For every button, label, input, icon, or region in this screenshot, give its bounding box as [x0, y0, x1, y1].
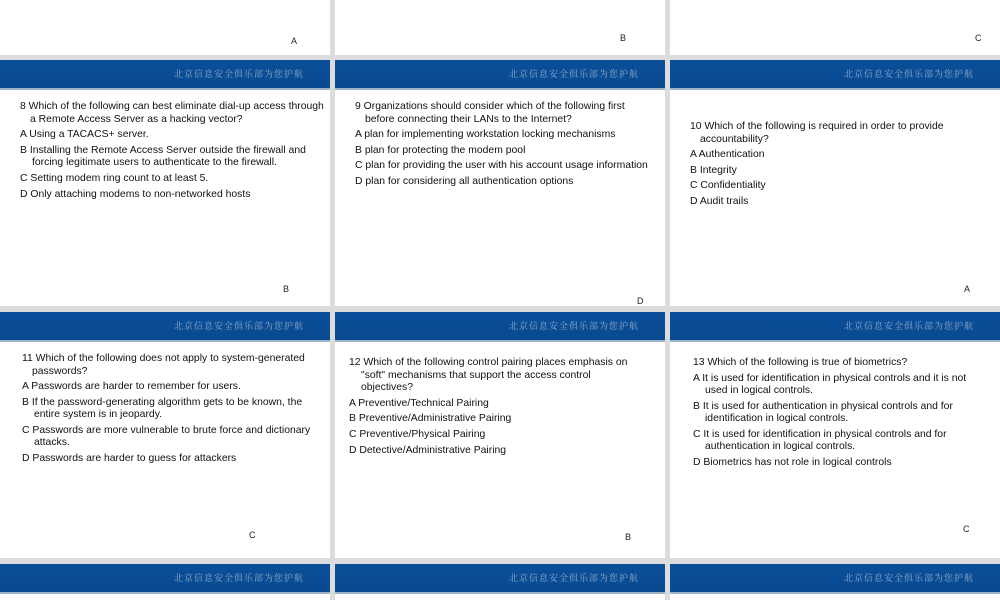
option-a: A plan for implementing workstation locking mechanisms: [355, 129, 616, 140]
club-name: 北京信息安全俱乐部为您护航: [173, 70, 304, 80]
answer-label: B: [620, 33, 627, 43]
slide-question-11: [0, 312, 330, 558]
slide-top-1: [0, 0, 330, 55]
option-b: B Installing the Remote Access Server outside the firewall and forcing legitimate users to authenticate to the firewall.: [20, 144, 306, 169]
header-band: [0, 60, 330, 90]
slide-question-10: [670, 60, 1000, 306]
club-name: 北京信息安全俱乐部为您护航: [508, 322, 639, 332]
slide-bottom-2: [335, 564, 665, 600]
question-block: [355, 101, 655, 192]
question-block: [349, 357, 645, 460]
slide-question-9: [335, 60, 665, 306]
header-band: [670, 60, 1000, 90]
option-a: A Using a TACACS+ server.: [20, 129, 149, 140]
header-band: [670, 312, 1000, 342]
option-b: B Preventive/Administrative Pairing: [349, 413, 512, 425]
option-c: C Passwords are more vulnerable to brute force and dictionary attacks.: [22, 424, 311, 449]
slide-question-12: [335, 312, 665, 558]
answer-label: D: [637, 296, 644, 306]
answer-label: C: [963, 524, 970, 534]
answer-label: C: [975, 33, 982, 43]
answer-label: A: [964, 284, 971, 294]
club-name: 北京信息安全俱乐部为您护航: [508, 70, 639, 80]
question-stem: 11 Which of the following does not apply to system-generated passwords?: [22, 353, 305, 377]
option-b: B Integrity: [690, 164, 737, 176]
header-band: [335, 564, 665, 594]
option-d: D Audit trails: [690, 196, 749, 208]
option-d: D Biometrics has not role in logical controls: [693, 457, 892, 469]
option-a: A Passwords are harder to remember for users.: [22, 381, 241, 392]
question-stem: 12 Which of the following control pairing places emphasis on "soft" mechanisms that support the access control objectives?: [349, 357, 628, 393]
club-name: 北京信息安全俱乐部为您护航: [843, 70, 974, 80]
question-stem: 10 Which of the following is required in order to provide accountability?: [690, 121, 944, 145]
option-c: C Preventive/Physical Pairing: [349, 428, 486, 440]
question-stem: 8 Which of the following can best eliminate dial-up access through a Remote Access Server as a hacking vector?: [20, 101, 324, 125]
header-band: [670, 564, 1000, 594]
answer-label: B: [625, 532, 632, 542]
slide-question-8: [0, 60, 330, 306]
club-name: 北京信息安全俱乐部为您护航: [173, 322, 304, 332]
question-block: [22, 353, 312, 469]
option-d: D Passwords are harder to guess for attackers: [22, 453, 237, 465]
slide-bottom-3: [670, 564, 1000, 600]
option-d: D plan for considering all authentication options: [355, 176, 574, 188]
answer-label: A: [291, 36, 298, 46]
option-c: C It is used for identification in physical controls and for authentication in logical controls.: [693, 428, 947, 453]
option-a: A It is used for identification in physical controls and it is not used in logical controls.: [693, 372, 967, 396]
club-name: 北京信息安全俱乐部为您护航: [843, 574, 974, 584]
header-band: [0, 312, 330, 342]
option-d: D Only attaching modems to non-networked hosts: [20, 188, 251, 200]
slide-top-3: [670, 0, 1000, 55]
answer-label: B: [283, 284, 290, 294]
option-c: C Confidentiality: [690, 180, 766, 192]
slide-bottom-1: [0, 564, 330, 600]
club-name: 北京信息安全俱乐部为您护航: [173, 574, 304, 584]
option-a: A Preventive/Technical Pairing: [349, 397, 489, 409]
question-block: [20, 101, 326, 204]
question-block: [690, 121, 980, 212]
slide-top-2: [335, 0, 665, 55]
option-a: A Authentication: [690, 149, 765, 160]
option-c: C plan for providing the user with his account usage information: [355, 160, 648, 172]
header-band: [335, 312, 665, 342]
question-block: [693, 357, 983, 473]
header-band: [0, 564, 330, 594]
answer-label: C: [249, 530, 256, 540]
option-c: C Setting modem ring count to at least 5.: [20, 172, 209, 184]
club-name: 北京信息安全俱乐部为您护航: [508, 574, 639, 584]
option-b: B It is used for authentication in physical controls and for identification in logical controls.: [693, 400, 953, 425]
question-stem: 9 Organizations should consider which of the following first before connecting their LANs to the Internet?: [355, 101, 625, 125]
option-b: B If the password-generating algorithm gets to be known, the entire system is in jeopardy.: [22, 396, 303, 421]
question-stem: 13 Which of the following is true of biometrics?: [693, 357, 908, 368]
header-band: [335, 60, 665, 90]
option-d: D Detective/Administrative Pairing: [349, 444, 507, 456]
club-name: 北京信息安全俱乐部为您护航: [843, 322, 974, 332]
slide-question-13: [670, 312, 1000, 558]
option-b: B plan for protecting the modem pool: [355, 144, 526, 156]
